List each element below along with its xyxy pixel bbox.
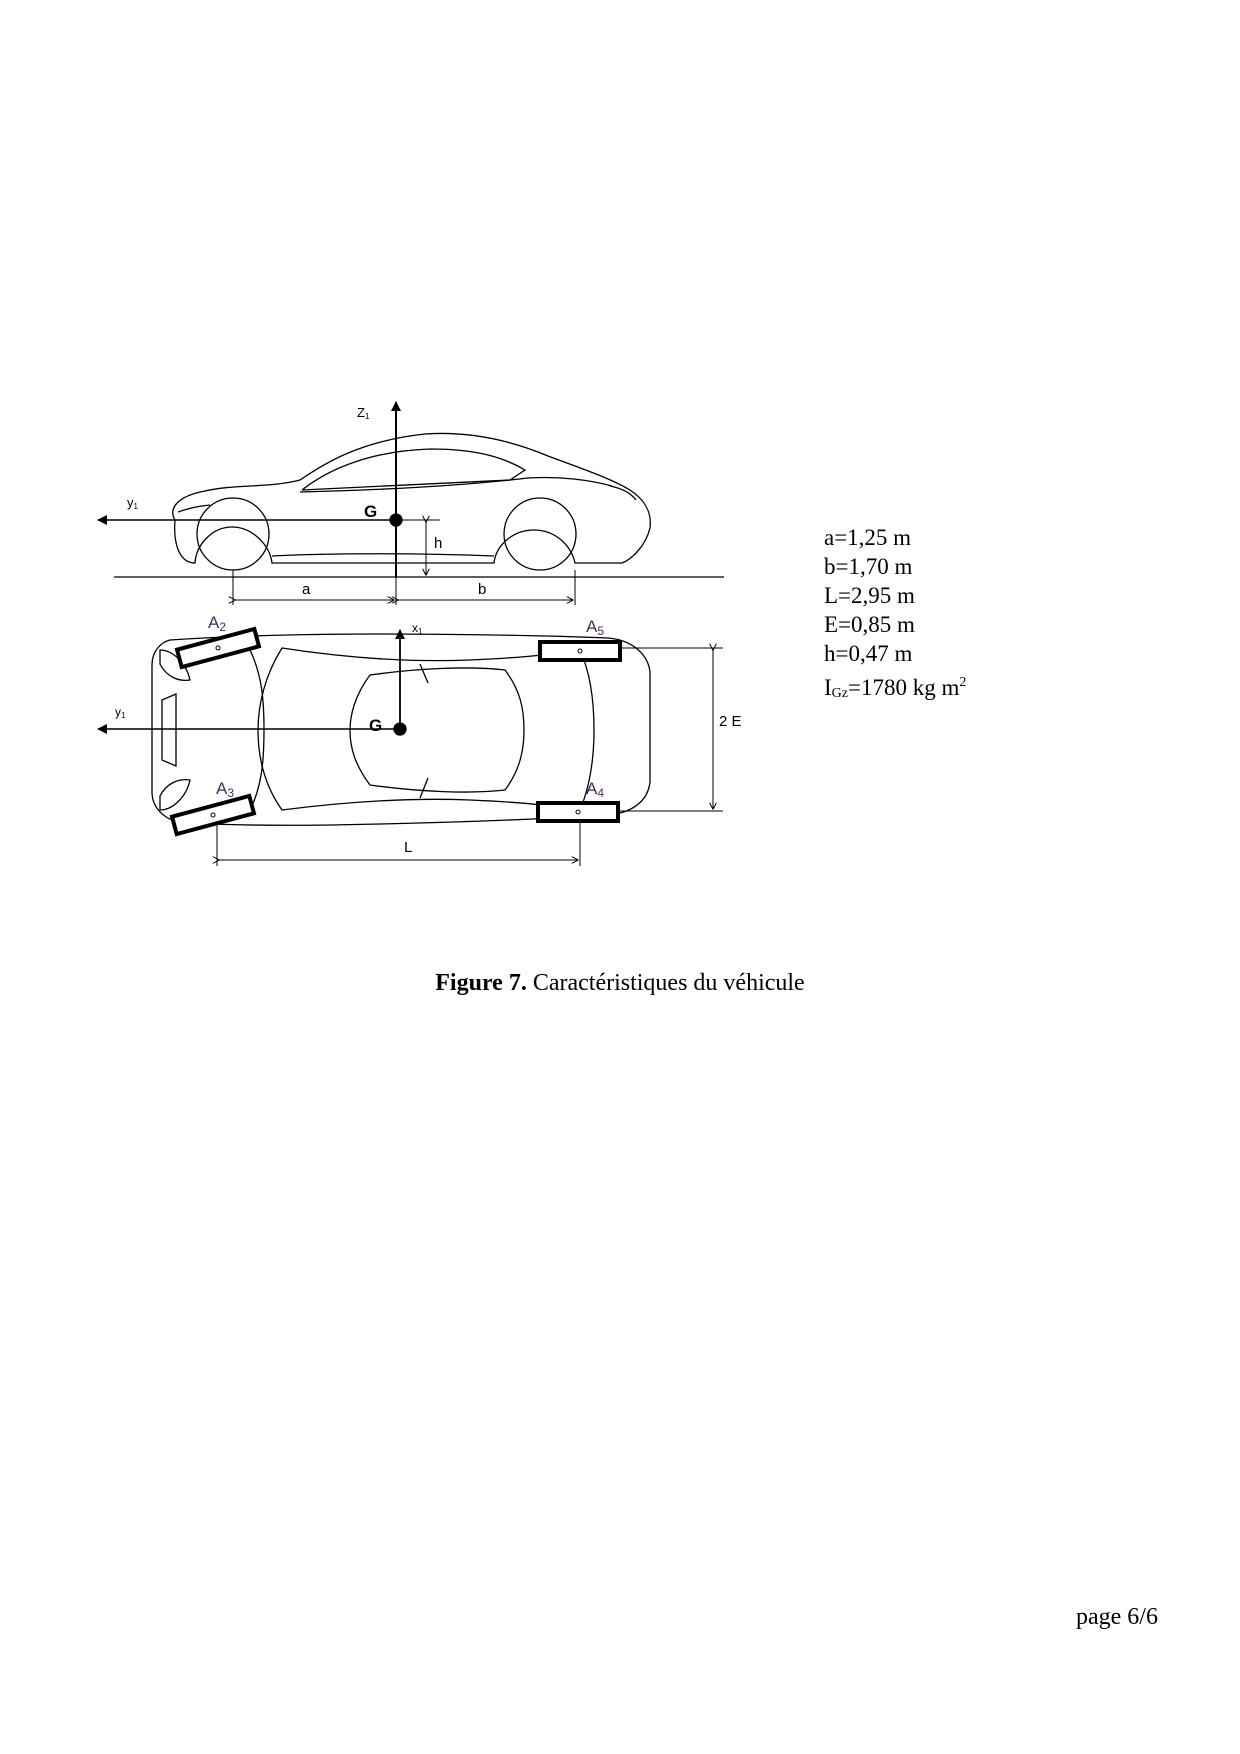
wheel-label-a5: A5 (586, 617, 605, 638)
x-axis-label: x1 (412, 621, 423, 636)
caption-text: Caractéristiques du véhicule (526, 970, 805, 996)
param-h: h=0,47 m (824, 641, 913, 666)
side-cg-label: G (364, 502, 378, 521)
top-y-axis-label: y1 (115, 705, 126, 720)
side-front-wheel (197, 498, 269, 570)
top-pillar-2 (420, 778, 428, 798)
param-a: a=1,25 m (824, 525, 912, 550)
page-number: page 6/6 (1076, 1604, 1158, 1630)
param-L: L=2,95 m (824, 583, 915, 608)
top-front-window-line (250, 650, 264, 810)
top-front-light-right (160, 780, 190, 810)
figure-caption (0, 970, 1240, 997)
wheel-a5 (540, 642, 620, 660)
wheel-a4 (538, 803, 618, 821)
vehicle-parameters (824, 523, 966, 708)
side-belt-line (300, 477, 612, 492)
top-cg-dot (394, 723, 406, 735)
param-b: b=1,70 m (824, 554, 913, 579)
caption-label: Figure 7. (435, 970, 527, 996)
z-axis-label: Z1 (357, 405, 370, 421)
side-window (302, 449, 525, 490)
side-headlight (610, 486, 636, 500)
track-label: 2 E (719, 713, 742, 730)
side-car-body (173, 433, 650, 563)
wheel-label-a3: A3 (216, 779, 235, 800)
param-igz: $I_{Gz}=1780$ kg $m^2$ (824, 675, 967, 701)
wheel-a2 (177, 629, 259, 667)
side-view (98, 402, 724, 605)
b-label: b (478, 581, 487, 598)
param-E: E=0,85 m (824, 612, 915, 637)
wheel-a3 (172, 796, 254, 834)
wheelbase-label: L (404, 839, 413, 856)
side-rocker-line (272, 554, 494, 556)
a-label: a (302, 581, 311, 598)
top-pillar-1 (420, 664, 428, 683)
h-label: h (434, 535, 443, 552)
side-y-axis-label: y1 (127, 495, 138, 511)
wheel-label-a2: A2 (208, 613, 227, 634)
top-grille (162, 694, 176, 766)
wheel-label-a4: A4 (586, 779, 605, 800)
top-cg-label: G (369, 716, 383, 735)
